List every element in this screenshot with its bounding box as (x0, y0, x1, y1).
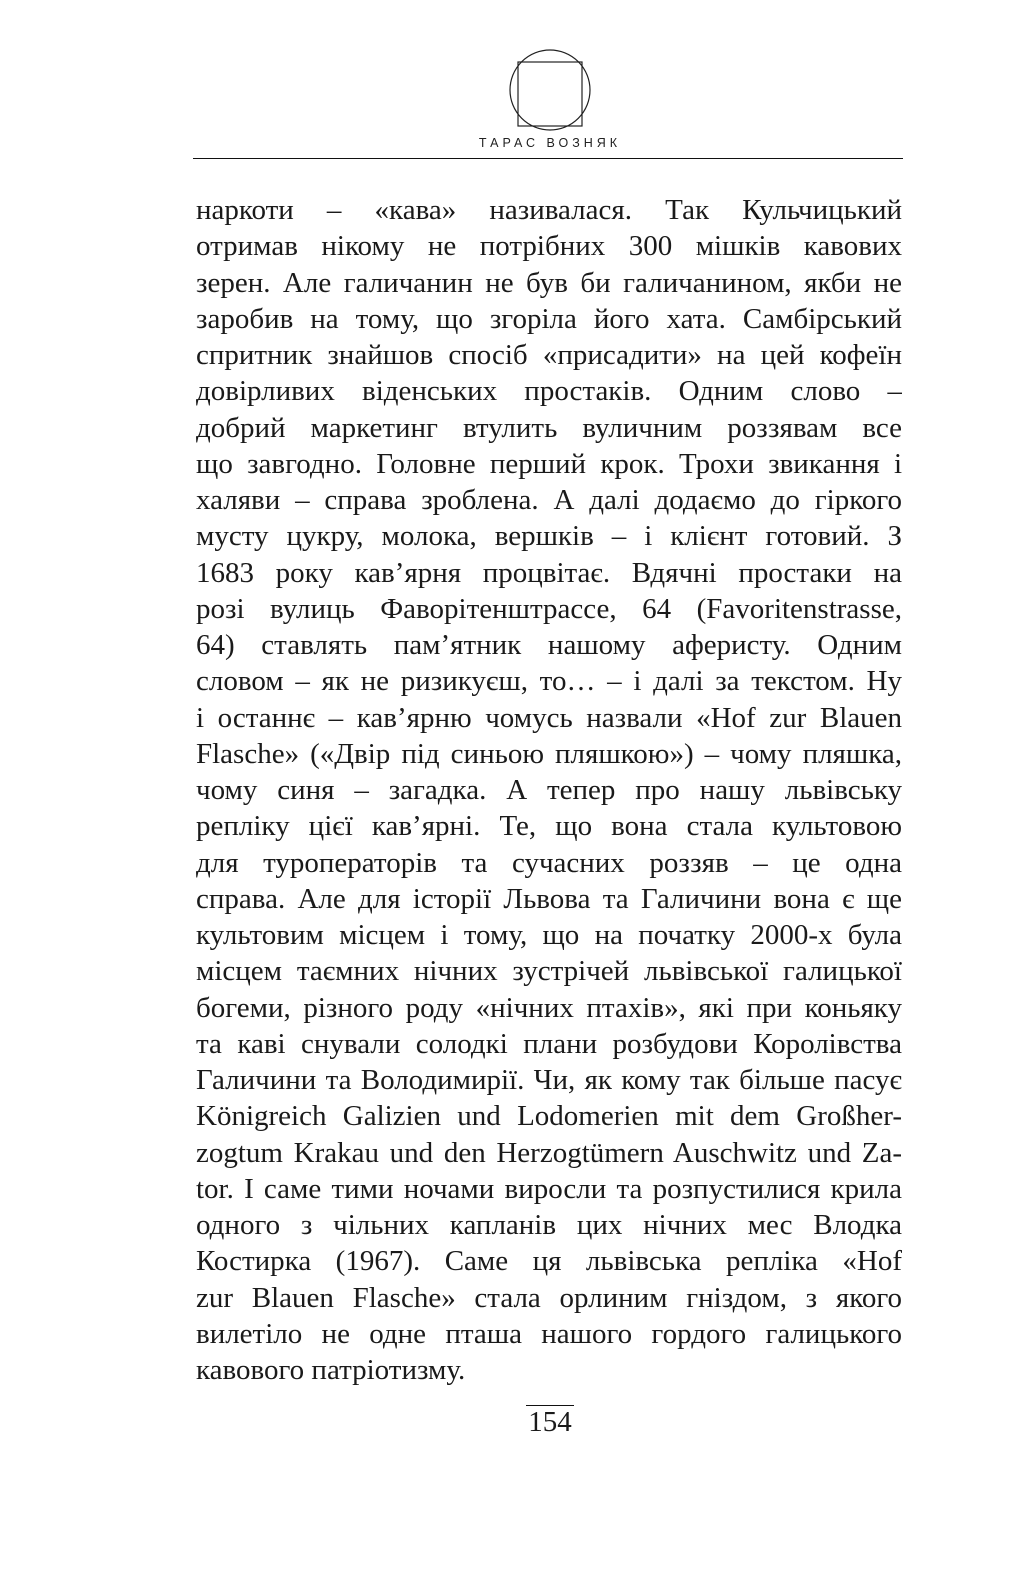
circle-square-emblem-icon (508, 48, 592, 132)
text-line: що завгодно. Головне перший крок. Трохи звикання і (196, 447, 902, 480)
text-line: справа. Але для історії Львова та Галичини вона є ще (196, 882, 902, 915)
text-line: довірливих віденських простаків. Одним слово – (196, 375, 902, 408)
text-line: наркоти – «кава» називалася. Так Кульчицький (196, 194, 902, 226)
text-line: словом – як не ризикуєш, то… – і далі за текстом. Ну (196, 665, 902, 698)
text-line: мусту цукру, молока, вершків – і клієнт готовий. З (196, 520, 902, 553)
page-number-value: 154 (528, 1406, 572, 1438)
text-line: місцем таємних нічних зустрічей львівської галицької (196, 955, 902, 988)
text-line: tor. І саме тими ночами виросли та розпустилися крила (196, 1172, 902, 1205)
text-line: богеми, різного роду «нічних птахів», які при коньяку (196, 991, 902, 1024)
text-line: 64) ставлять пам’ятник нашому аферисту. Одним (196, 629, 902, 661)
text-line: та каві снували солодкі плани розбудови Королівства (196, 1027, 902, 1060)
text-line: для туроператорів та сучасних роззяв – це одна (196, 846, 902, 879)
body-text (196, 192, 902, 1388)
text-line: zogtum Krakau und den Herzogtümern Auschwitz und Za- (196, 1136, 902, 1169)
text-line: Königreich Galizien und Lodomerien mit dem Großher- (196, 1100, 902, 1133)
text-line: заробив на тому, що згоріла його хата. Самбірський (196, 302, 902, 335)
text-line: репліку цієї кав’ярні. Те, що вона стала культовою (196, 810, 902, 843)
text-line: 1683 року кав’ярня процвітає. Вдячні простаки на (196, 556, 902, 589)
text-line: халяви – справа зроблена. А далі додаємо до гіркого (196, 484, 902, 516)
text-line: зерен. Але галичанин не був би галичанином, якби не (196, 266, 902, 299)
text-line: Галичини та Володимирії. Чи, як кому так більше пасує (196, 1064, 902, 1096)
text-line: і останнє – кав’ярню чомусь назвали «Hof zur Blauen (196, 701, 902, 734)
text-line: Flasche» («Двір під синьою пляшкою») – чому пляшка, (196, 737, 902, 770)
text-line: Костирка (1967). Саме ця львівська репліка «Hof (196, 1245, 902, 1278)
text-line: спритник знайшов спосіб «присадити» на цей кофеїн (196, 339, 902, 371)
running-head: ТАРАС ВОЗНЯК (478, 136, 622, 150)
text-line: добрий маркетинг втулить вуличним роззявам все (196, 411, 902, 444)
text-line: вилетіло не одне пташа нашого гордого галицького (196, 1317, 902, 1350)
text-line: отримав нікому не потрібних 300 мішків кавових (196, 230, 902, 263)
text-line: чому синя – загадка. А тепер про нашу львівську (196, 774, 902, 806)
text-line: zur Blauen Flasche» стала орлиним гніздом, з якого (196, 1281, 902, 1314)
page-number (0, 1404, 1024, 1440)
text-line: розі вулиць Фаворітенштрассе, 64 (Favoritenstrasse, (196, 592, 902, 625)
text-line: одного з чільних капланів цих нічних мес Влодка (196, 1209, 902, 1241)
header-rule (193, 158, 903, 159)
text-line: кавового патріотизму. (196, 1354, 466, 1386)
text-line: культовим місцем і тому, що на початку 2000-х була (196, 919, 902, 951)
